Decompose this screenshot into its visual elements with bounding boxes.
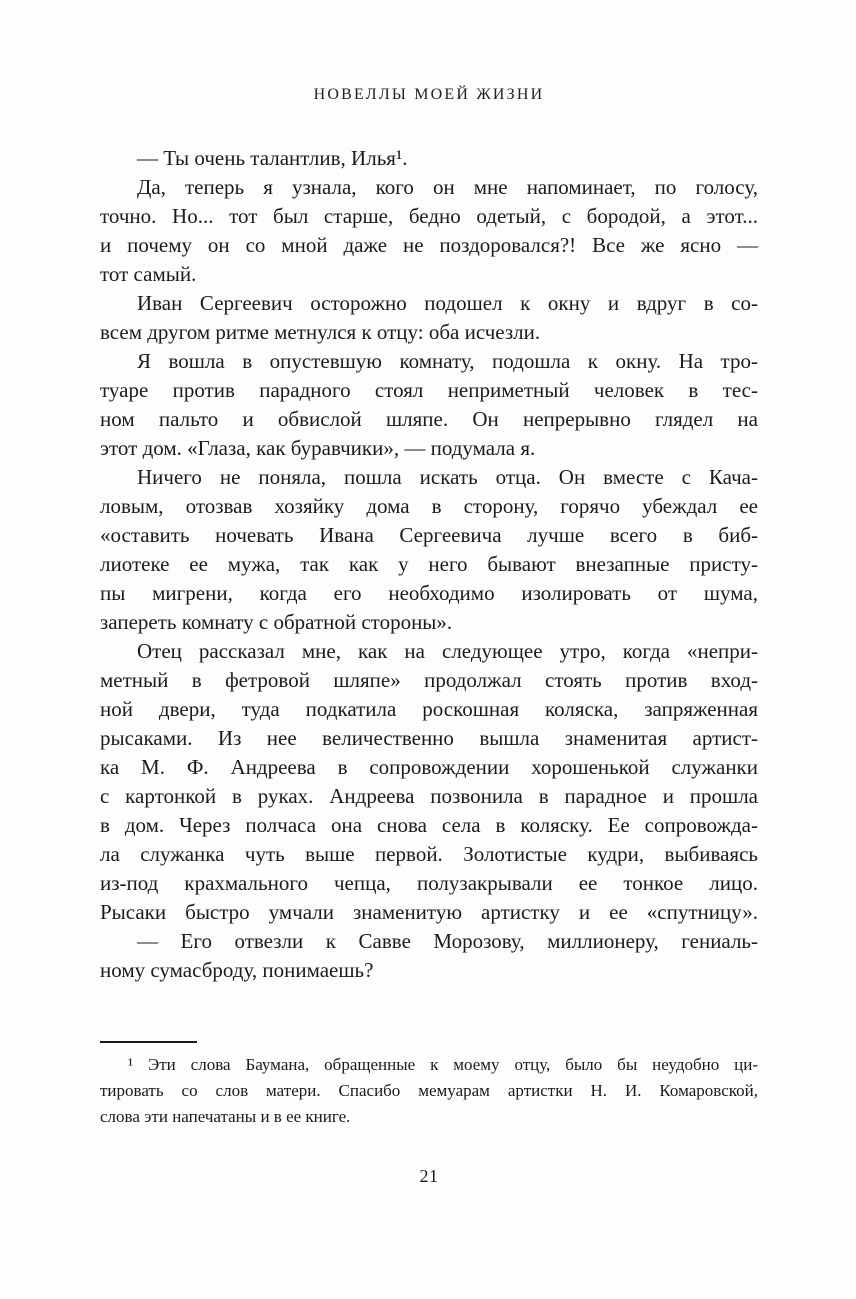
running-header: НОВЕЛЛЫ МОЕЙ ЖИЗНИ [313, 86, 545, 103]
text-line: туаре против парадного стоял неприметный человек в тес- [100, 378, 758, 402]
text-line: ла служанка чуть выше первой. Золотистые кудри, выбиваясь [100, 842, 758, 866]
text-line: всем другом ритме метнулся к отцу: оба исчезли. [100, 320, 541, 344]
body-text [100, 144, 758, 985]
text-line: — Его отвезли к Савве Морозову, миллионеру, гениаль- [137, 929, 758, 953]
text-line: точно. Но... тот был старше, бедно одетый, с бородой, а этот... [100, 204, 758, 228]
text-line: с картонкой в руках. Андреева позвонила в парадное и прошла [100, 784, 758, 808]
text-line: Ничего не поняла, пошла искать отца. Он вместе с Кача- [137, 465, 758, 489]
text-line: ному сумасброду, понимаешь? [100, 958, 374, 982]
text-line: ка М. Ф. Андреева в сопровождении хорошенькой служанки [100, 755, 758, 779]
text-line: Отец рассказал мне, как на следующее утро, когда «непри- [137, 639, 758, 663]
text-line: Я вошла в опустевшую комнату, подошла к окну. На тро- [137, 349, 758, 373]
text-line: «оставить ночевать Ивана Сергеевича лучше всего в биб- [100, 523, 758, 547]
text-line: и почему он со мной даже не поздоровался?! Все же ясно — [100, 233, 758, 257]
text-line: запереть комнату с обратной стороны». [100, 610, 453, 634]
text-line: ном пальто и обвислой шляпе. Он непрерывно глядел на [100, 407, 758, 431]
text-line: пы мигрени, когда его необходимо изолировать от шума, [100, 581, 758, 605]
page-number: 21 [419, 1166, 439, 1186]
text-line: Рысаки быстро умчали знаменитую артистку и ее «спутницу». [100, 900, 758, 924]
text-line: в дом. Через полчаса она снова села в коляску. Ее сопровожда- [100, 813, 758, 837]
text-line: рысаками. Из нее величественно вышла знаменитая артист- [100, 726, 758, 750]
text-line: этот дом. «Глаза, как буравчики», — подумала я. [100, 436, 536, 460]
text-line: ¹ Эти слова Баумана, обращенные к моему отцу, было бы неудобно ци- [128, 1055, 758, 1074]
text-line: из-под крахмального чепца, полузакрывали ее тонкое лицо. [100, 871, 758, 895]
text-line: тировать со слов матери. Спасибо мемуарам артистки Н. И. Комаровской, [100, 1081, 758, 1100]
text-line: Да, теперь я узнала, кого он мне напоминает, по голосу, [137, 175, 758, 199]
text-line: лиотеке ее мужа, так как у него бывают внезапные присту- [100, 552, 758, 576]
footnote-separator [100, 1041, 197, 1043]
text-line: слова эти напечатаны и в ее книге. [100, 1107, 351, 1126]
text-line: Иван Сергеевич осторожно подошел к окну и вдруг в со- [137, 291, 758, 315]
text-line: ной двери, туда подкатила роскошная коляска, запряженная [100, 697, 758, 721]
text-line: ловым, отозвав хозяйку дома в сторону, горячо убеждал ее [100, 494, 758, 518]
text-line: метный в фетровой шляпе» продолжал стоять против вход- [100, 668, 758, 692]
footnote-text [100, 1052, 758, 1130]
text-line: — Ты очень талантлив, Илья¹. [137, 146, 408, 170]
text-line: тот самый. [100, 262, 197, 286]
